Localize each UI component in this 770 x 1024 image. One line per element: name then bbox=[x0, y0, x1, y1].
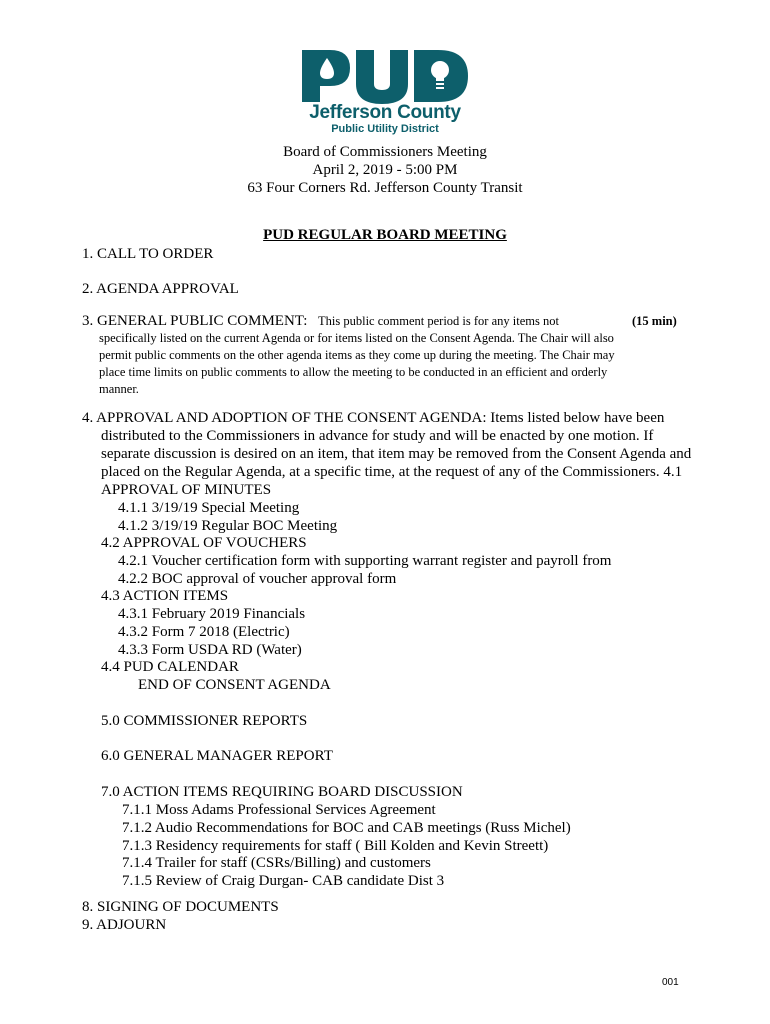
subitem-4-3: 4.3 ACTION ITEMS bbox=[101, 588, 229, 604]
meeting-name: Board of Commissioners Meeting bbox=[283, 144, 487, 160]
public-comment-line: permit public comments on the other agenda items as they come up during the meeting. The Chair may bbox=[99, 348, 615, 362]
item-agenda-approval: 2. AGENDA APPROVAL bbox=[82, 281, 239, 297]
consent-agenda-line: placed on the Regular Agenda, at a specific time, at the request of any of the Commissioners. 4.1 bbox=[101, 464, 683, 480]
item-signing-of-documents: 8. SIGNING OF DOCUMENTS bbox=[82, 899, 279, 915]
subitem-7-1-1: 7.1.1 Moss Adams Professional Services Agreement bbox=[122, 802, 436, 818]
pud-logo bbox=[300, 48, 470, 134]
subitem-4-4: 4.4 PUD CALENDAR bbox=[101, 659, 239, 675]
end-of-consent-agenda: END OF CONSENT AGENDA bbox=[138, 677, 331, 693]
subitem-4-2: 4.2 APPROVAL OF VOUCHERS bbox=[101, 535, 307, 551]
subitem-4-3-1: 4.3.1 February 2019 Financials bbox=[118, 606, 306, 622]
subitem-4-1-2: 4.1.2 3/19/19 Regular BOC Meeting bbox=[118, 518, 338, 534]
consent-agenda-line: separate discussion is desired on an item, that item may be removed from the Consent Agenda and bbox=[101, 446, 692, 462]
item-adjourn: 9. ADJOURN bbox=[82, 917, 167, 933]
subitem-4-2-1: 4.2.1 Voucher certification form with supporting warrant register and payroll from bbox=[118, 553, 612, 569]
item-public-comment-time: (15 min) bbox=[632, 314, 677, 328]
public-comment-line: place time limits on public comments to allow the meeting to be conducted in an efficient and orderly bbox=[99, 365, 608, 379]
item-consent-agenda: 4. APPROVAL AND ADOPTION OF THE CONSENT AGENDA: Items listed below have been bbox=[82, 410, 665, 426]
item-general-manager-report: 6.0 GENERAL MANAGER REPORT bbox=[101, 748, 333, 764]
page-number: 001 bbox=[662, 977, 679, 988]
consent-agenda-line: distributed to the Commissioners in advance for study and will be enacted by one motion. If bbox=[101, 428, 654, 444]
subitem-4-3-2: 4.3.2 Form 7 2018 (Electric) bbox=[118, 624, 290, 640]
logo-subtitle: Public Utility District bbox=[331, 123, 439, 135]
item-commissioner-reports: 5.0 COMMISSIONER REPORTS bbox=[101, 713, 308, 729]
public-comment-line: manner. bbox=[99, 382, 139, 396]
subitem-4-1-1: 4.1.1 3/19/19 Special Meeting bbox=[118, 500, 300, 516]
subitem-4-2-2: 4.2.2 BOC approval of voucher approval form bbox=[118, 571, 397, 587]
item-action-items: 7.0 ACTION ITEMS REQUIRING BOARD DISCUSSION bbox=[101, 784, 463, 800]
consent-agenda-line: APPROVAL OF MINUTES bbox=[101, 482, 272, 498]
public-comment-line: specifically listed on the current Agenda or for items listed on the Consent Agenda. The Chair will also bbox=[99, 331, 614, 345]
item-public-comment-text: This public comment period is for any items not bbox=[318, 314, 559, 328]
meeting-date: April 2, 2019 - 5:00 PM bbox=[312, 162, 458, 178]
meeting-location: 63 Four Corners Rd. Jefferson County Transit bbox=[247, 180, 523, 196]
subitem-7-1-5: 7.1.5 Review of Craig Durgan- CAB candidate Dist 3 bbox=[122, 873, 445, 889]
subitem-7-1-2: 7.1.2 Audio Recommendations for BOC and CAB meetings (Russ Michel) bbox=[122, 820, 571, 836]
item-call-to-order: 1. CALL TO ORDER bbox=[82, 246, 214, 262]
subitem-7-1-3: 7.1.3 Residency requirements for staff ( Bill Kolden and Kevin Streett) bbox=[122, 838, 549, 854]
subitem-4-3-3: 4.3.3 Form USDA RD (Water) bbox=[118, 642, 302, 658]
pud-logo-mark bbox=[300, 48, 470, 104]
agenda-title: PUD REGULAR BOARD MEETING bbox=[263, 227, 507, 243]
logo-name: Jefferson County bbox=[309, 102, 461, 123]
item-public-comment-heading: 3. GENERAL PUBLIC COMMENT: bbox=[82, 313, 308, 329]
subitem-7-1-4: 7.1.4 Trailer for staff (CSRs/Billing) and customers bbox=[122, 855, 431, 871]
